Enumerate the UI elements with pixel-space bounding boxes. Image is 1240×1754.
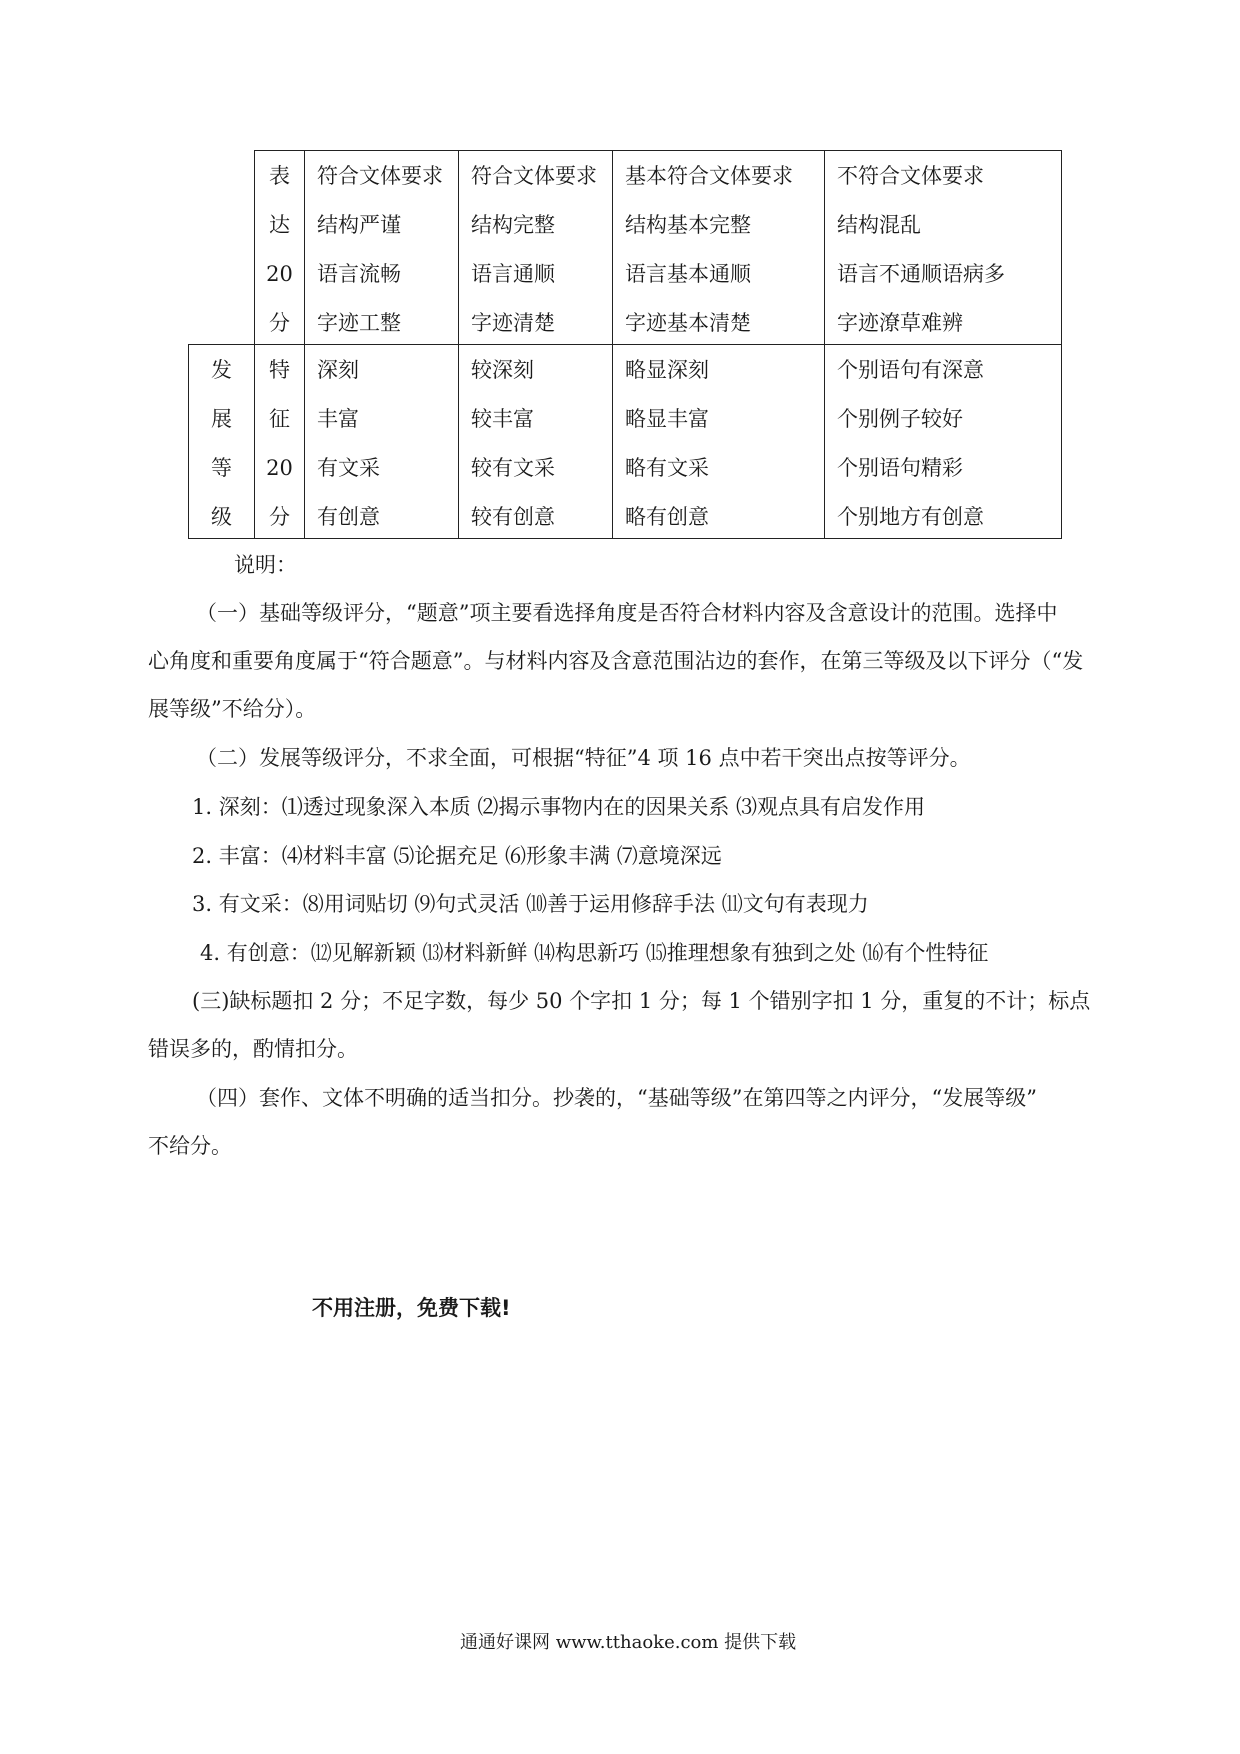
cell-line: 个别语句有深意 bbox=[837, 358, 984, 382]
aspect-char: 表 bbox=[269, 164, 290, 188]
category-char: 发 bbox=[211, 358, 232, 382]
free-download-notice: 不用注册，免费下载! bbox=[312, 1296, 511, 1320]
cell-line: 语言流畅 bbox=[317, 262, 401, 286]
page-footer: 通通好课网 www.tthaoke.com 提供下载 bbox=[460, 1632, 797, 1653]
cell-line: 有创意 bbox=[317, 505, 380, 529]
cell-line: 字迹工整 bbox=[317, 311, 401, 335]
aspect-char: 征 bbox=[269, 407, 290, 431]
cell-line: 略显深刻 bbox=[625, 358, 709, 382]
table-cell-level-3 bbox=[613, 345, 825, 539]
cell-line: 基本符合文体要求 bbox=[625, 164, 793, 188]
aspect-char: 20 bbox=[266, 262, 293, 286]
cell-line: 较有文采 bbox=[471, 456, 555, 480]
note-item-4: 4. 有创意：⑿见解新颖 ⒀材料新鲜 ⒁构思新巧 ⒂推理想象有独到之处 ⒃有个性特征 bbox=[200, 941, 989, 965]
table-cell-level-1 bbox=[305, 151, 459, 345]
note-paragraph-3-line-1: (三)缺标题扣 2 分；不足字数，每少 50 个字扣 1 分；每 1 个错别字扣 1 分，重复的不计；标点 bbox=[192, 989, 1091, 1013]
cell-line: 有文采 bbox=[317, 456, 380, 480]
cell-line: 结构基本完整 bbox=[625, 213, 751, 237]
note-item-1: 1. 深刻：⑴透过现象深入本质 ⑵揭示事物内在的因果关系 ⑶观点具有启发作用 bbox=[192, 795, 926, 819]
cell-line: 深刻 bbox=[317, 358, 359, 382]
cell-line: 较丰富 bbox=[471, 407, 534, 431]
cell-line: 个别语句精彩 bbox=[837, 456, 963, 480]
category-char: 等 bbox=[211, 456, 232, 480]
aspect-char: 分 bbox=[269, 311, 290, 335]
aspect-char: 达 bbox=[269, 213, 290, 237]
cell-line: 符合文体要求 bbox=[471, 164, 597, 188]
cell-line: 语言不通顺语病多 bbox=[837, 262, 1005, 286]
cell-line: 字迹潦草难辨 bbox=[837, 311, 963, 335]
cell-line: 略显丰富 bbox=[625, 407, 709, 431]
note-item-2: 2. 丰富：⑷材料丰富 ⑸论据充足 ⑹形象丰满 ⑺意境深远 bbox=[192, 844, 722, 868]
cell-line: 略有文采 bbox=[625, 456, 709, 480]
table-cell-level-3 bbox=[613, 151, 825, 345]
table-cell-empty bbox=[189, 151, 255, 345]
cell-line: 较深刻 bbox=[471, 358, 534, 382]
table-cell-level-2 bbox=[459, 345, 613, 539]
cell-line: 字迹基本清楚 bbox=[625, 311, 751, 335]
table-cell-aspect bbox=[255, 345, 305, 539]
notes-heading: 说明： bbox=[234, 553, 297, 577]
cell-line: 较有创意 bbox=[471, 505, 555, 529]
note-paragraph-1-line-2: 心角度和重要角度属于“符合题意”。与材料内容及含意范围沾边的套作，在第三等级及以下评分（“发 bbox=[148, 649, 1084, 673]
cell-line: 不符合文体要求 bbox=[837, 164, 984, 188]
cell-line: 个别地方有创意 bbox=[837, 505, 984, 529]
note-paragraph-4-line-1: （四）套作、文体不明确的适当扣分。抄袭的，“基础等级”在第四等之内评分，“发展等级” bbox=[196, 1086, 1037, 1110]
note-paragraph-3-line-2: 错误多的，酌情扣分。 bbox=[148, 1037, 358, 1061]
category-char: 级 bbox=[211, 505, 232, 529]
cell-line: 字迹清楚 bbox=[471, 311, 555, 335]
aspect-char: 分 bbox=[269, 505, 290, 529]
table-row-development bbox=[189, 345, 1062, 539]
table-cell-level-1 bbox=[305, 345, 459, 539]
note-paragraph-2: （二）发展等级评分，不求全面，可根据“特征”4 项 16 点中若干突出点按等评分。 bbox=[196, 746, 971, 770]
cell-line: 结构严谨 bbox=[317, 213, 401, 237]
aspect-char: 20 bbox=[266, 456, 293, 480]
table-cell-aspect bbox=[255, 151, 305, 345]
table-cell-level-2 bbox=[459, 151, 613, 345]
cell-line: 语言基本通顺 bbox=[625, 262, 751, 286]
note-paragraph-1-line-3: 展等级”不给分）。 bbox=[148, 697, 317, 721]
cell-line: 丰富 bbox=[317, 407, 359, 431]
table-cell-level-4 bbox=[825, 345, 1062, 539]
table-row-expression bbox=[189, 151, 1062, 345]
note-paragraph-4-line-2: 不给分。 bbox=[148, 1134, 232, 1158]
category-char: 展 bbox=[211, 407, 232, 431]
cell-line: 略有创意 bbox=[625, 505, 709, 529]
cell-line: 结构完整 bbox=[471, 213, 555, 237]
table-cell-level-4 bbox=[825, 151, 1062, 345]
cell-line: 个别例子较好 bbox=[837, 407, 963, 431]
cell-line: 语言通顺 bbox=[471, 262, 555, 286]
note-item-3: 3. 有文采：⑻用词贴切 ⑼句式灵活 ⑽善于运用修辞手法 ⑾文句有表现力 bbox=[192, 892, 869, 916]
grading-table bbox=[188, 150, 1062, 539]
cell-line: 结构混乱 bbox=[837, 213, 921, 237]
note-paragraph-1-line-1: （一）基础等级评分，“题意”项主要看选择角度是否符合材料内容及含意设计的范围。选择中 bbox=[196, 601, 1058, 625]
aspect-char: 特 bbox=[269, 358, 290, 382]
table-cell-category bbox=[189, 345, 255, 539]
cell-line: 符合文体要求 bbox=[317, 164, 443, 188]
